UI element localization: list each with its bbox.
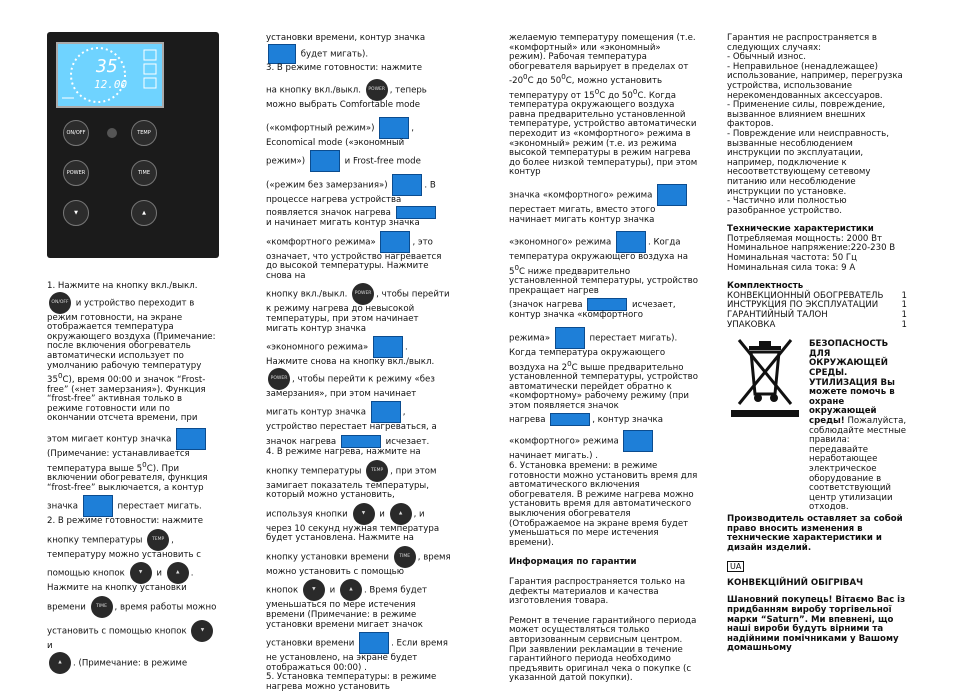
col2-l1: установки времени, контур значка [266,33,426,43]
col2-l30: кнопку установки времени [266,552,390,563]
col2-l6: («комфортный режим») [266,123,375,134]
power-button[interactable]: POWER [63,160,89,186]
kit-qty: 1 [901,290,907,301]
col2-l32: кнопок [266,585,299,596]
kit-item: УПАКОВКА [727,319,776,330]
col2-l31: , время можно установить с помощью [266,552,451,577]
col2-l34: . Время будет уменьшаться по мере истечения времени (Примечание: в режиме установки времени мигает значок [266,585,428,630]
moon-icon [616,231,646,253]
ua-title: КОНВЕКЦІЙНИЙ ОБІГРІВАЧ [727,577,864,588]
eco-text: Пожалуйста, соблюдайте местные правила: передавайте неработающее электрическое оборудование в соответствующий центр утилизации отходов. [809,415,907,513]
col1-p2d: помощью кнопок [47,568,125,579]
lcd-time: 12.00 [94,78,128,91]
col3-l1b: С до 50 [527,76,562,87]
col4-g1: - Обычный износ. [727,52,806,63]
weee-bin-icon [727,332,803,418]
col3-w1: Гарантия распространяется только на дефекты материалов и качества изготовления товара. [509,577,686,607]
clock-icon [359,632,389,654]
col2-l17: «экономного режима» [266,342,369,353]
down-button-icon: ▼ [191,620,213,642]
col2-l13: «комфортного режима» [266,237,376,248]
col2-l16: , чтобы перейти к режиму нагрева до невысокой температуры, при этом начинает мигать контур значка [266,289,450,334]
sun-icon [379,117,409,139]
power-button-icon: POWER [366,79,388,101]
kit-item: ГАРАНТИЙНЫЙ ТАЛОН [727,310,828,321]
tech-title: Технические характеристики [727,224,874,235]
power-button-icon: POWER [268,368,290,390]
col1-p2e: и [156,568,162,579]
col3-l7: исчезает, контур значка «комфортного [509,300,676,321]
col2-l29: , и через 10 секунд нужная температура будет установлена. Нажмите на [266,509,440,544]
onoff-button[interactable]: ON/OFF [63,120,89,146]
col2-l11: . В процессе нагрева устройства появляется значок нагрева [266,180,436,218]
col2-l22: значок нагрева [266,436,337,447]
col3-l8: режима» [509,333,551,344]
col3-l6: (значок нагрева [509,300,583,311]
up-button-icon: ▲ [49,652,71,674]
col3-l1c: С, можно установить температуру от 15 [509,76,663,101]
col3-l1e: С. Когда температура окружающего воздуха равна предварительно установленной температуре, устройство автоматически переходит из «комфортного» режима в «экономный» режим (т.е. из режима высокой температуры в режим нагрева до более низкой температуры), при этом контур [509,90,698,178]
moon-icon [373,336,403,358]
up-button[interactable] [131,200,157,226]
col2-l4: на кнопку вкл./выкл. [266,85,361,96]
col1-p2f: . Нажмите на кнопку установки [47,568,194,594]
col1-p2b: кнопку температуры [47,535,143,546]
tech-voltage: Номинальное напряжение:220-230 В [727,243,896,254]
heater-control-panel [47,32,219,258]
col3-l10: нагрева [509,415,546,426]
temp-button-icon: TEMP [147,529,169,551]
kit-item: КОНВЕКЦИОННЫЙ ОБОГРЕВАТЕЛЬ [727,290,884,301]
col1-p2k: . (Примечание: в режиме [73,658,188,669]
col3-l4: «экономного» режима [509,237,612,248]
col2-l25: кнопку температуры [266,466,362,476]
col2-l5: , теперь можно выбрать Comfortable mode [266,85,427,111]
kit-table [727,292,907,330]
snowflake-icon [371,401,401,423]
col2-l8: режим») [266,156,306,167]
ua-label: UA [727,561,744,572]
time-button[interactable]: TIME [131,160,157,186]
sun-icon [657,184,687,206]
col1-p2a: 2. В режиме готовности: нажмите [47,516,204,527]
eco-block [809,340,907,513]
col1-p2i: установить с помощью кнопок [47,626,187,637]
chevron-up-icon: ▲ [142,210,146,216]
ua-body: Шановний покупець! Вітаємо Вас із придбанням виробу торгівельної марки “Saturn”. Ми впевнені, що наші вироби будуть вірними та надійними помічниками у Вашому домашньому [727,595,906,654]
temp-button-icon: TEMP [366,460,388,482]
col4-g5: - Частично или полностью разобранное устройство. [727,196,847,216]
col2-l9: и Frost-free mode [344,156,421,167]
col3-l1d: С до 50 [599,90,633,101]
down-button-icon: ▼ [303,579,325,601]
col2-l23: исчезает. [385,436,430,447]
col4-g0: Гарантия не распространяется в следующих случаях: [727,33,877,53]
col2-l3: 3. В режиме готовности: нажмите [266,62,423,73]
col1-p1d: этом мигает контур значка [47,434,172,445]
sun-icon [555,327,585,349]
col1-p1e: (Примечание: устанавливается температура выше 5 [47,448,190,474]
down-button-icon: ▼ [353,503,375,525]
col2-l33: и [329,585,336,596]
down-button-icon: ▼ [130,562,152,584]
col2-l37: 5. Установка температуры: в режиме нагрева можно установить [266,672,437,693]
snowflake-icon [83,495,113,517]
col2-l26: , при этом замигает показатель температуры, который можно установить, [266,466,437,501]
indicator-led [107,128,117,138]
col2-l27: используя кнопки [266,509,348,520]
col3-l14: 6. Установка времени: в режиме готовности можно установить время для автоматического включения обогревателя. В режиме нагрева можно установить время для автоматического выключения обогревателя (Отображаемое на экране время будет уменьшаться по мере истечения времени). [509,461,698,548]
col3-l5: . Когда температура окружающего воздуха на 5 [509,237,688,277]
sun-icon [623,430,653,452]
lcd-temperature: 35 [96,56,118,77]
time-button-icon: TIME [91,596,113,618]
kit-qty: 1 [901,319,907,330]
col3-l9: перестает мигать). Когда температура окружающего воздуха на 2 [509,333,678,373]
sun-icon [380,231,410,253]
heating-icon [341,435,381,448]
col2-l35: установки времени [266,638,355,649]
col4-g3: - Применение силы, повреждение, вызванное влиянием внешних факторов. [727,100,886,130]
kit-item: ИНСТРУКЦИЯ ПО ЭКСПЛУАТАЦИИ [727,300,879,311]
col2-l21: , устройство перестает нагреваться, а [266,407,437,433]
col1-p2c: , температуру можно установить с [47,535,201,560]
col1-p1f: С). При включении обогревателя, функция “frost-free” выключается, а контур [47,463,208,493]
col1-p1c: С), время 00:00 и значок “Frost-free” («нет замерзания»). Функция “frost-free” активная только в режиме готовности или по окончании отсчета времени, при [47,375,206,424]
time-button-icon: TIME [394,546,416,568]
col2-l19: , чтобы перейти к режиму «без замерзания», при этом начинает [266,374,435,399]
power-button-icon: POWER [352,283,374,305]
col1-p2g: времени [47,602,86,613]
col1-p1g: значка [47,501,78,512]
snowflake-icon [392,174,422,196]
col2-l28: и [379,509,385,520]
col3-l12: «комфортного» режима [509,436,619,447]
tech-current: Номинальная сила тока: 9 А [727,262,856,273]
up-button-icon: ▲ [390,503,412,525]
col2-l14: , это означает, что устройство нагревается до высокой температуры. Нажмите снова на [266,237,442,281]
col2-l2: будет мигать). [300,49,369,60]
col3-l5b: С ниже предварительно установленной температуры, устройство прекращает нагрев [509,266,698,296]
col1-p2j: и [47,641,53,651]
col2-l24: 4. В режиме нагрева, нажмите на [266,446,421,457]
up-button-icon: ▲ [167,562,189,584]
eco-title: БЕЗОПАСНОСТЬ ДЛЯ ОКРУЖАЮЩЕЙ СРЕДЫ. УТИЛИЗАЦИЯ Вы можете помочь в охране окружающей среды! [809,339,895,426]
col2-l15: кнопку вкл./выкл. [266,289,348,300]
column-2 [266,34,452,693]
col4-g2: - Неправильное (ненадлежащее) использование, например, перегрузка устройства, использование нерекомендованных аксессуаров. [727,61,903,101]
up-button-icon: ▲ [340,579,362,601]
warranty-title: Информация по гарантии [509,557,637,568]
moon-icon [310,150,340,172]
col3-l3: перестает мигать, вместо этого начинает мигать контур значка [509,205,656,225]
tech-power: Потребляемая мощность: 2000 Вт [727,233,883,244]
column-3: желаемую температуру помещения (т.е. «комфортный» или «экономный» режим). Рабочая температура обогревателя варьирует в пределах от $-20^0С$ до $50^0С$, можно установить температуру от $15^0С$ до $50^0С$. Когда температура окружающего воздуха равна предварительно установленной температуре, устройство автоматически переходит из «комфортного» режима в «экономный» режим (т.е. из режима высокой температуры в режим нагрева до более низкой температуры), при этом контур значка «комфортного» режима перестает мигать, вместо этого начинает мигать контур значка «экономного» режима . Когда температура окружающего воздуха на $5^0С$ ниже предварительно установленной температуры, устройство прекращает нагрев (значок нагрева исчезает, контур значка «комфортного режима» перестает мигать). Когда температура окружающего воздуха на $2^0С$ выше предварительно установленной температуры, устройство автоматически перейдет обратно к «комфортному» рабочему режиму (при этом появляется значок нагрева , контур значка «комфортного» режима начинает мигать.) . 6. Установка времени: в режиме готовности можно установить время для автоматического включения обогревателя. В режиме нагрева можно установить время для автоматического выключения обогревателя (Отображаемое на экране время будет уменьшаться по мере истечения времени). Информация по гарантии Гарантия распространяется только на дефекты материалов и качества изготовления товара. Ремонт в течение гарантийного периода может осуществляться только авторизованным сервисным центром. При заявлении рекламации в течение гарантийного периода необходимо предъявить оригинал чека о покупке (с указанной датой покупки). [509,33,698,684]
col3-l13: начинает мигать.) . [509,451,598,462]
col2-l36: . Если время не установлено, на экране будет отображаться 00:00) . [266,638,448,673]
col4-g4: - Повреждение или неисправность, вызванные несоблюдением инструкции по эксплуатации, например, подключение к несоответствующему сетевому питанию или несоблюдение инструкции по установке. [727,128,889,197]
col1-p2h: , время работы можно [114,602,217,613]
col1-p1h: перестает мигать. [117,501,202,512]
chevron-down-icon: ▼ [74,210,78,216]
col2-l10: («режим без замерзания») [266,180,388,191]
column-1: 1. Нажмите на кнопку вкл./выкл. ON/OFF и устройство переходит в режим готовности, на экране отображается температура окружающего воздуха (Примечание: после включения обогреватель автоматически использует по умолчанию рабочую температуру $35^0С$), время 00:00 и значок “Frost-free” («нет замерзания»). Функция “frost-free” активная только в режиме готовности или по окончании отсчета времени, при этом мигает контур значка (Примечание: устанавливается температура выше $5^0С$). При включении обогревателя, функция “frost-free” выключается, а контур значка перестает мигать. 2. В режиме готовности: нажмите кнопку температуры TEMP , температуру можно установить с помощью кнопок ▼ и ▲ . Нажмите на кнопку установки времени TIME , время работы можно установить с помощью кнопок ▼ и ▲ . (Примечание: в режиме [47,282,217,674]
col3-l11: , контур значка [592,415,664,426]
kit-qty: 1 [901,310,907,321]
down-button[interactable] [63,200,89,226]
col2-l12: и начинает мигать контур значка [266,217,420,228]
col2-l20: мигать контур значка [266,407,366,418]
onoff-button-icon: ON/OFF [49,292,71,314]
col1-p1a: 1. Нажмите на кнопку вкл./выкл. [47,281,198,291]
snowflake-icon [176,428,206,450]
col3-l1: желаемую температуру помещения (т.е. «комфортный» или «экономный» режим). Рабочая температура обогревателя варьирует в пределах от -20 [509,33,696,87]
kit-qty: 1 [901,300,907,311]
tech-frequency: Номинальная частота: 50 Гц [727,253,858,264]
temp-button[interactable]: TEMP [131,120,157,146]
clock-icon [268,44,296,64]
kit-title: Комплектность [727,281,804,292]
col3-w2: Ремонт в течение гарантийного периода может осуществляться только авторизованным сервисным центром. При заявлении рекламации в течение гарантийного периода необходимо предъявить оригинал чека о покупке (с указанной датой покупки). [509,615,697,684]
kit-row [727,321,907,331]
col3-l2: значка «комфортного» режима [509,190,653,201]
lcd-screen [56,42,164,108]
col2-l7: , Economical mode («экономный [266,123,414,148]
col1-p1b: и устройство переходит в режим готовности, на экране отображается температура окружающего воздуха (Примечание: после включения обогреватель автоматически использует по умолчанию рабочую температуру 35 [47,298,216,386]
eco-final: Производитель оставляет за собой право вносить изменения в технические характеристики и дизайн изделий. [727,513,903,553]
heating-icon [550,413,590,426]
col2-l18: . Нажмите снова на кнопку вкл./выкл. [266,342,435,368]
col3-l9b: С выше предварительно установленной температуры, устройство автоматически перейдет обратно к «комфортному» рабочему режиму (при этом появляется значок [509,362,698,411]
